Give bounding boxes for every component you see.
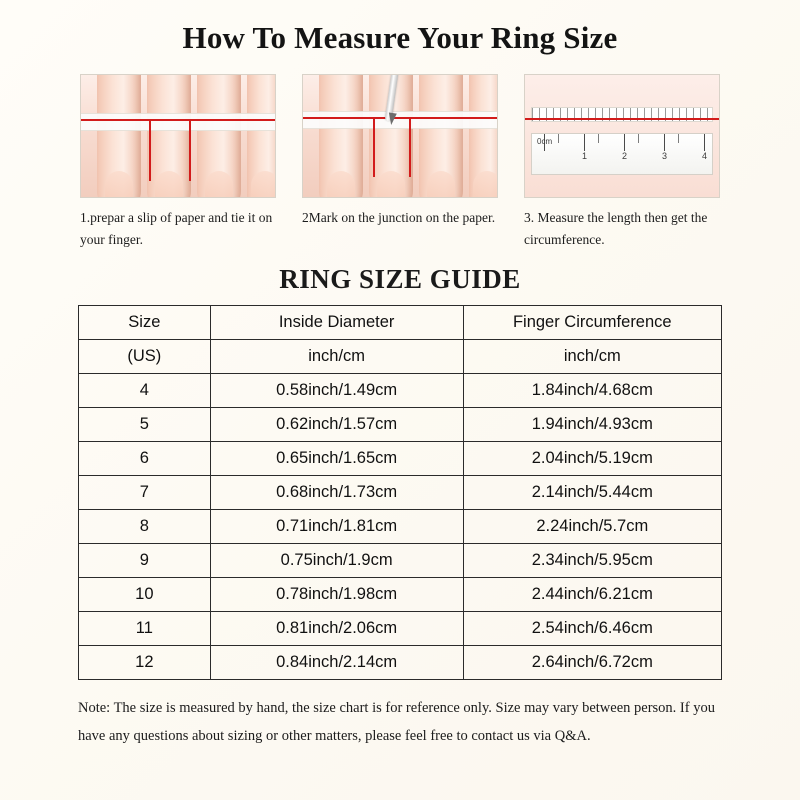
- ruler-cm-label: 0cm: [537, 137, 553, 146]
- table-units-row: [79, 339, 722, 373]
- measure-with-ruler-photo: [524, 74, 720, 198]
- table-row: [79, 543, 722, 577]
- step-3-caption: 3. Measure the length then get the circumference.: [524, 210, 708, 248]
- column-header-size: Size: [79, 305, 211, 339]
- cell-size: 12: [79, 645, 211, 679]
- table-header-row: [79, 305, 722, 339]
- cell-inside-diameter: 0.68inch/1.73cm: [210, 475, 463, 509]
- step-3: [524, 74, 720, 252]
- table-row: [79, 509, 722, 543]
- cell-size: 11: [79, 611, 211, 645]
- table-row: [79, 611, 722, 645]
- mark-junction-with-pen-photo: [302, 74, 498, 198]
- cell-size: 7: [79, 475, 211, 509]
- units-size: (US): [79, 339, 211, 373]
- cell-finger-circumference: 2.44inch/6.21cm: [463, 577, 721, 611]
- page-title: How To Measure Your Ring Size: [182, 20, 618, 55]
- cell-finger-circumference: 2.54inch/6.46cm: [463, 611, 721, 645]
- units-finger-circumference: inch/cm: [463, 339, 721, 373]
- cell-size: 5: [79, 407, 211, 441]
- ruler-tick-4: 4: [702, 151, 708, 161]
- ruler-icon: [531, 133, 713, 175]
- cell-finger-circumference: 2.24inch/5.7cm: [463, 509, 721, 543]
- cell-finger-circumference: 2.14inch/5.44cm: [463, 475, 721, 509]
- table-row: [79, 373, 722, 407]
- table-row: [79, 577, 722, 611]
- table-row: [79, 441, 722, 475]
- cell-inside-diameter: 0.81inch/2.06cm: [210, 611, 463, 645]
- cell-inside-diameter: 0.58inch/1.49cm: [210, 373, 463, 407]
- column-header-inside-diameter: Inside Diameter: [210, 305, 463, 339]
- cell-finger-circumference: 2.64inch/6.72cm: [463, 645, 721, 679]
- table-row: [79, 475, 722, 509]
- cell-finger-circumference: 1.84inch/4.68cm: [463, 373, 721, 407]
- cell-inside-diameter: 0.78inch/1.98cm: [210, 577, 463, 611]
- cell-inside-diameter: 0.75inch/1.9cm: [210, 543, 463, 577]
- table-row: [79, 645, 722, 679]
- cell-inside-diameter: 0.71inch/1.81cm: [210, 509, 463, 543]
- ruler-tick-2: 2: [622, 151, 628, 161]
- cell-size: 6: [79, 441, 211, 475]
- guide-title: RING SIZE GUIDE: [279, 263, 521, 294]
- table-row: [79, 407, 722, 441]
- pen-tip-icon: [387, 113, 397, 126]
- units-inside-diameter: inch/cm: [210, 339, 463, 373]
- cell-finger-circumference: 1.94inch/4.93cm: [463, 407, 721, 441]
- cell-finger-circumference: 2.34inch/5.95cm: [463, 543, 721, 577]
- ruler-tick-3: 3: [662, 151, 668, 161]
- cell-size: 4: [79, 373, 211, 407]
- paper-strip-on-finger-photo: [80, 74, 276, 198]
- cell-inside-diameter: 0.84inch/2.14cm: [210, 645, 463, 679]
- step-2-caption: 2Mark on the junction on the paper.: [302, 210, 496, 225]
- cell-finger-circumference: 2.04inch/5.19cm: [463, 441, 721, 475]
- column-header-finger-circumference: Finger Circumference: [463, 305, 721, 339]
- ring-size-table: [78, 305, 722, 680]
- step-1-caption: 1.prepar a slip of paper and tie it on your finger.: [80, 210, 273, 248]
- ruler-tick-1: 1: [582, 151, 588, 161]
- cell-size: 10: [79, 577, 211, 611]
- step-1: [80, 74, 276, 252]
- cell-size: 9: [79, 543, 211, 577]
- steps-row: [0, 74, 800, 252]
- cell-inside-diameter: 0.62inch/1.57cm: [210, 407, 463, 441]
- step-2: [302, 74, 498, 252]
- note-text: Note: The size is measured by hand, the size chart is for reference only. Size may vary between person. If you have any questions about sizing or other matters, please feel free to contact us via Q&A.: [78, 699, 715, 744]
- cell-inside-diameter: 0.65inch/1.65cm: [210, 441, 463, 475]
- cell-size: 8: [79, 509, 211, 543]
